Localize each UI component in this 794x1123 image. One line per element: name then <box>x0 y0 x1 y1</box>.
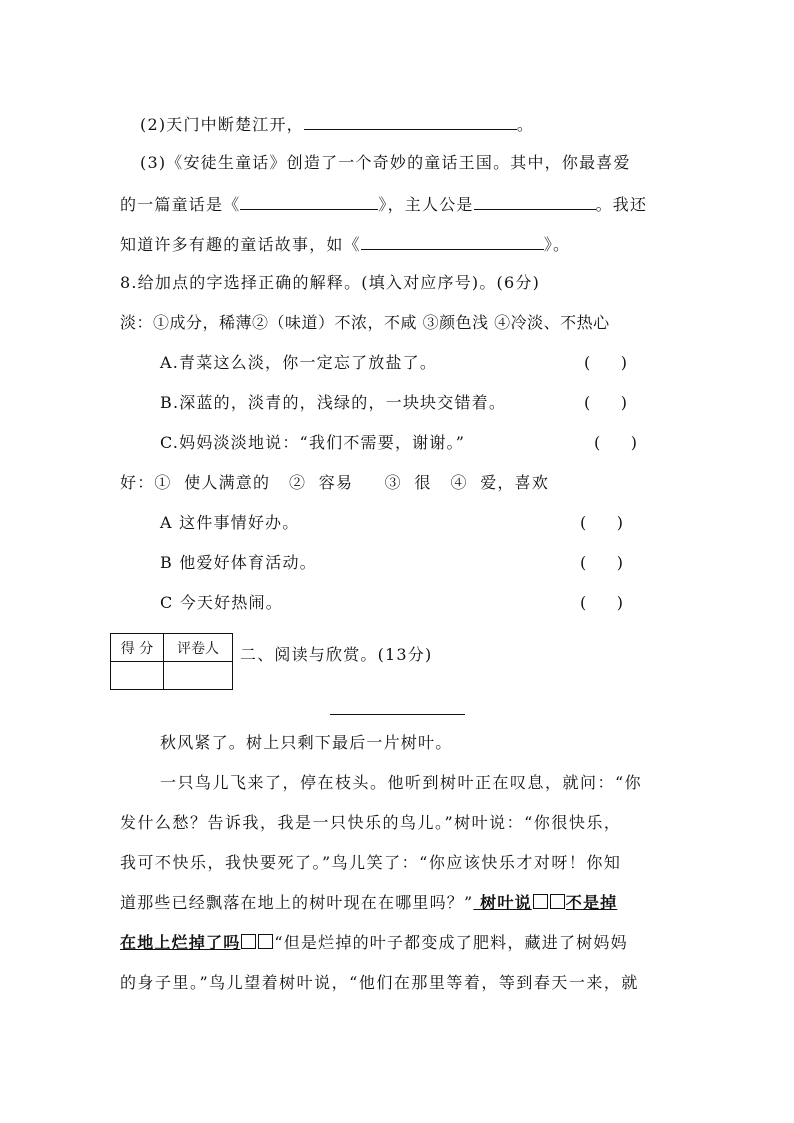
q7-blank-4[interactable] <box>361 233 544 250</box>
q8-dan-item-a: A.青菜这么淡，你一定忘了放盐了。 <box>160 353 438 372</box>
q7-blank-3[interactable] <box>474 193 596 210</box>
q8-hao-answer-b[interactable]: ( ) <box>580 553 623 572</box>
punctuation-box-3[interactable] <box>241 934 256 949</box>
reading-line-3: 发什么愁？告诉我，我是一只快乐的鸟儿。”树叶说：“你很快乐， <box>120 813 622 832</box>
q7-line-3: (3)《安徒生童话》创造了一个奇妙的童话王国。其中，你最喜爱 <box>140 153 631 172</box>
q8-dan-answer-a[interactable]: ( ) <box>584 353 627 372</box>
q8-dan-answer-c[interactable]: ( ) <box>594 433 637 452</box>
grader-cell[interactable] <box>164 662 233 690</box>
reading-line-6 <box>120 933 628 953</box>
reading-line-2: 一只鸟儿飞来了，停在枝头。他听到树叶正在叹息，就问：“你 <box>160 773 643 792</box>
q8-hao-definitions: 好：① 使人满意的 ② 容易 ③ 很 ④ 爱，喜欢 <box>120 473 550 492</box>
reading-line-5-a: 道那些已经飘落在地上的树叶现在在哪里吗？” <box>120 893 474 912</box>
reading-underlined-2 <box>120 933 274 952</box>
q8-dan-item-b: B.深蓝的，淡青的，浅绿的，一块块交错着。 <box>160 393 507 412</box>
reading-line-6-b: “但是烂掉的叶子都变成了肥料，藏进了树妈妈 <box>274 933 628 952</box>
q7-line-5-a: 知道许多有趣的童话故事，如《 <box>120 235 361 254</box>
q8-hao-item-a: A 这件事情好办。 <box>160 513 300 532</box>
q7-line-4-c: 。我还 <box>595 195 648 214</box>
reading-line-4: 我可不快乐，我快要死了。”鸟儿笑了：“你应该快乐才对呀！你知 <box>120 853 622 872</box>
reading-line-7: 的身子里。”鸟儿望着树叶说，“他们在那里等着，等到春天一来，就 <box>120 973 639 992</box>
score-label: 得 分 <box>111 634 164 662</box>
q7-line-4-a: 的一篇童话是《 <box>120 195 241 214</box>
reading-line-5 <box>120 893 617 913</box>
underlined-text-1: 树叶说 <box>480 893 532 912</box>
q7-line-2-end: 。 <box>516 115 535 134</box>
section-2-title: 二、阅读与欣赏。(13分) <box>240 645 433 664</box>
q8-hao-item-c: C 今天好热闹。 <box>160 593 283 612</box>
score-table <box>110 633 233 690</box>
q8-hao-answer-a[interactable]: ( ) <box>580 513 623 532</box>
q7-line-5-b: 》。 <box>543 235 571 254</box>
q8-title: 8.给加点的字选择正确的解释。(填入对应序号)。(6分) <box>120 273 541 292</box>
q8-hao-item-b: B 他爱好体育活动。 <box>160 553 317 572</box>
punctuation-box-4[interactable] <box>258 934 273 949</box>
punctuation-box-1[interactable] <box>533 894 548 909</box>
q7-blank-1[interactable] <box>304 113 517 130</box>
grader-label: 评卷人 <box>164 634 233 662</box>
q7-line-2-text: (2)天门中断楚江开， <box>140 115 304 134</box>
q8-dan-definitions: 淡：①成分，稀薄②（味道）不浓，不咸 ③颜色浅 ④冷淡、不热心 <box>120 313 610 332</box>
reading-title-blank[interactable] <box>330 714 465 715</box>
underlined-text-2: 不是掉 <box>565 893 618 912</box>
score-cell[interactable] <box>111 662 164 690</box>
q7-line-5 <box>120 233 570 255</box>
reading-para-1: 秋风紧了。树上只剩下最后一片树叶。 <box>160 733 453 752</box>
reading-underlined-1 <box>473 893 617 912</box>
q7-line-4 <box>120 193 647 215</box>
q7-blank-2[interactable] <box>240 193 378 210</box>
underlined-text-3: 在地上烂掉了吗 <box>120 933 241 952</box>
q8-dan-answer-b[interactable]: ( ) <box>584 393 627 412</box>
q8-dan-item-c: C.妈妈淡淡地说：“我们不需要，谢谢。” <box>160 433 466 452</box>
q8-hao-answer-c[interactable]: ( ) <box>580 593 623 612</box>
punctuation-box-2[interactable] <box>550 894 565 909</box>
q7-line-4-b: 》，主人公是 <box>378 195 474 214</box>
q7-line-2 <box>140 113 534 135</box>
